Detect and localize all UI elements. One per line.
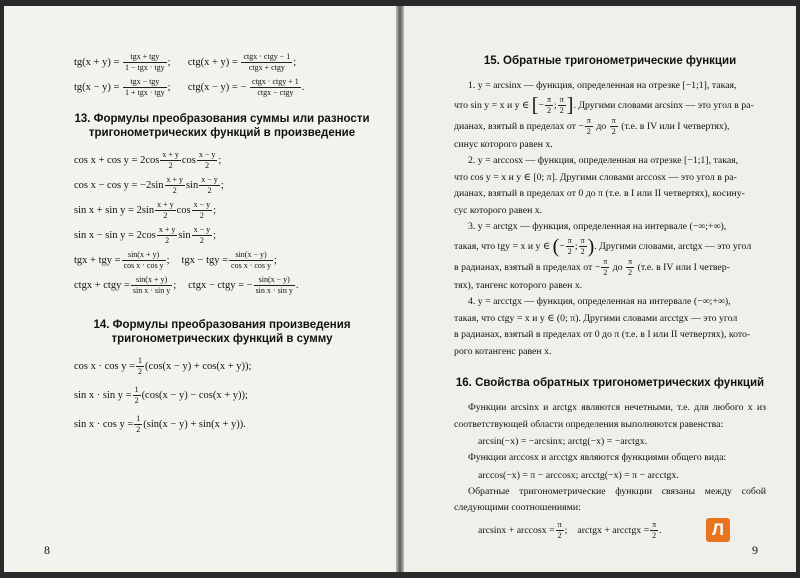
section-15-title: 15. Обратные тригонометрические функции: [483, 55, 737, 67]
right-page: [404, 6, 796, 572]
section-14-title: 14. Формулы преобразования произведения тригонометрических функций в сумму: [93, 319, 351, 345]
left-page: [4, 6, 396, 572]
section-16-title: 16. Свойства обратных тригонометрических функций: [455, 377, 765, 389]
fraction: $\frac{\text{ctgx · ctgy + 1}}{\text{ctgx − ctgy}}$: [252, 77, 299, 97]
fraction: $\frac{\text{tgx + tgy}}{\text{1 − tgx · tgy}}$: [125, 52, 165, 72]
section-13-formulas: cos x + cos y = 2cos $\frac{x + y}{2}$ cos $\frac{x - y}{2}$ ; cos x − cos y = −2sin $\frac{x + y}{2}$ sin $\frac{x - y}{2}$ ; sin x + sin y = 2sin $\frac{x + y}{2}$ cos $\frac{x - y}{2}$ ; sin x − sin y = 2cos $\frac{x + y}{2}$ sin $\frac{x - y}{2}$ ; tgx + tgy = $\frac{\sin(x + y)}{\text{cos x · cos y}}$ ; tgx − tgy = $\frac{\sin(x - y)}{\text{cos x · cos y}}$ ; ctgx + ctgy = $\frac{\sin(x + y)}{\text{sin x · sin y}}$ ; ctgx − ctgy = − $\frac{\sin(x - y)}{\text{sin x · sin y}}$ .: [74, 150, 299, 295]
publisher-logo-icon: Л: [706, 518, 730, 542]
section-14-formulas: cos x · cos y = $\frac{1}{2}$ (cos(x − y) + cos(x + y)); sin x · sin y = $\frac{1}{2}$ (cos(x − y) − cos(x + y)); sin x · cos y = $\frac{1}{2}$ (sin(x − y) + sin(x + y)).: [74, 356, 252, 434]
section-16-body: Функции arcsinx и arctgx являются нечетными, т.е. для любого x из соответствующей области определения выполняются равенства: arcsin(−x) = −arcsinx; arctg(−x) = −arctgx. Функции arccosx и arcctgx являются функциями общего вида: arccos(−x) = π − arccosx; arcctg(−x) = π − arcctgx. Обратные тригонометрические функции связаны между собой следующими соотношениями: arcsinx + arccosx = $\frac{\pi}{2}$ ; arctgx + arcctgx = $\frac{\pi}{2}$ .: [454, 402, 766, 540]
section-13-title: 13. Формулы преобразования суммы или разности тригонометрических функций в произведение: [74, 113, 370, 139]
formula-text: tg(x − y) =: [74, 81, 120, 93]
fraction: $\frac{\text{tgx − tgy}}{\text{1 + tgx · tgy}}$: [125, 77, 165, 97]
formula-text: ctg(x − y) = −: [187, 81, 247, 93]
formula-text: tg(x + y) =: [74, 56, 120, 68]
book-spine: [396, 6, 404, 572]
fraction: $\frac{\text{ctgx · ctgy − 1}}{\text{ctgx + ctgy}}$: [243, 52, 291, 72]
tg-formulas: tg(x + y) = $\frac{\text{tgx + tgy}}{\text{1 − tgx · tgy}}$ ; ctg(x + y) = $\frac{\text{ctgx · ctgy − 1}}{\text{ctgx + ctgy}}$ ; tg(x − y) = $\frac{\text{tgx − tgy}}{\text{1 + tgx · tgy}}$ ; ctg(x − y) = − $\frac{\text{ctgx · ctgy + 1}}{\text{ctgx − ctgy}}$ .: [74, 52, 305, 97]
formula-text: ctg(x + y) =: [187, 56, 238, 68]
page-number: 9: [752, 543, 758, 557]
page-number: 8: [44, 543, 50, 557]
section-15-body: 1. y = arcsinx — функция, определенная на отрезке [−1;1], такая, что sin y = x и y ∈ [− $\frac{\pi}{2}$ ; $\frac{\pi}{2}$ ]. Другими словами arcsinx — это угол в ра- дианах, взятый в пределах от − $\frac{\pi}{2}$ до $\frac{\pi}{2}$ (т.е. в IV или I четвертях), синус которого равен x. 2. y = arccosx — функция, определенная на отрезке [−1;1], такая, что cos y = x и y ∈ [0; π]. Другими словами arccosx — это угол в ра- дианах, взятый в пределах от 0 до π (т.е. в I или II четвертях), косину- сус которого равен x. 3. y = arctgx — функция, определенная на интервале (−∞;+∞), такая, что tgy = x и y ∈ (− $\frac{\pi}{2}$ ; $\frac{\pi}{2}$ ). Другими словами, arctgx — это угол в радианах, взятый в пределах от − $\frac{\pi}{2}$ до $\frac{\pi}{2}$ (т.е. в IV или I четвер- тях), тангенс которого равен x. 4. y = arcctgx — функция, определенная на интервале (−∞;+∞), такая, что ctgy = x и y ∈ (0; π). Другими словами arcctgx — это угол в радианах, взятый в пределах от 0 до π (т.е. в I или II четвертях), кото- рого котангенс равен x.: [454, 80, 754, 357]
